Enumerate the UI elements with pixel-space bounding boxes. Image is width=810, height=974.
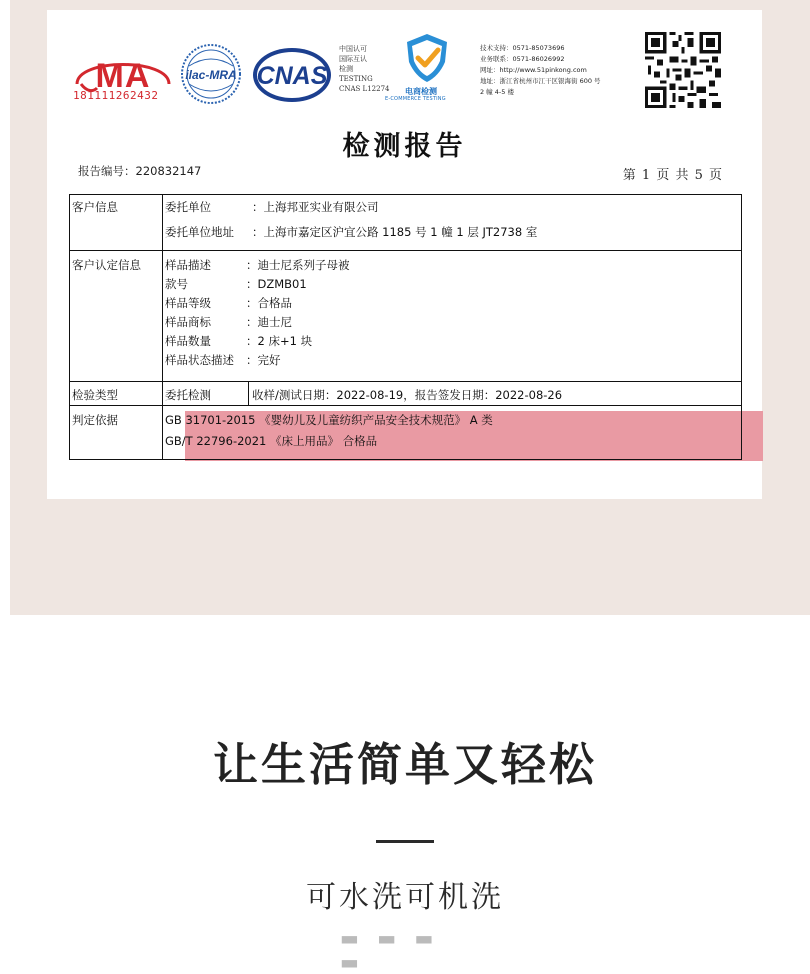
sample-row-value: ：合格品	[246, 296, 292, 310]
inspection-dates: 收样/测试日期：2022-08-19，报告签发日期：2022-08-26	[252, 388, 563, 402]
sample-row-value: ：DZMB01	[246, 277, 307, 291]
svg-text:CNAS: CNAS	[256, 62, 328, 90]
cnas-logo-icon	[251, 46, 333, 104]
sample-row-label: 样品等级	[165, 296, 211, 310]
contact-line: 地址：浙江省杭州市江干区银海街 600 号	[480, 77, 601, 85]
client-unit-value: ：上海邦亚实业有限公司	[252, 200, 379, 214]
inspection-type-value: 委托检测	[165, 388, 211, 402]
cnas-info-line: 检测	[339, 65, 353, 73]
client-addr-label: 委托单位地址	[165, 225, 234, 239]
contact-line: 2 幢 4-5 楼	[480, 88, 514, 96]
client-addr-value: ：上海市嘉定区沪宜公路 1185 号 1 幢 1 层 JT2738 室	[252, 225, 538, 239]
sample-row-label: 样品商标	[165, 315, 211, 329]
cnas-info-line: CNAS L12274	[339, 85, 390, 93]
cma-number: 181111262432	[73, 89, 159, 102]
confirm-label: 客户认定信息	[72, 258, 141, 272]
client-unit-label: 委托单位	[165, 200, 211, 214]
cnas-info	[339, 44, 389, 94]
page-indicator: 第 1 页 共 5 页	[622, 168, 723, 183]
contact-line: 技术支持：0571-85073696	[480, 44, 565, 52]
cnas-info-line: 国际互认	[339, 55, 367, 63]
cnas-info-line: TESTING	[339, 75, 373, 83]
client-info-label: 客户信息	[72, 200, 118, 214]
ilac-mra-logo-icon	[179, 42, 243, 106]
svg-text:MA: MA	[95, 57, 151, 95]
sample-row-label: 样品描述	[165, 258, 211, 272]
sample-row-label: 款号	[165, 277, 188, 291]
inspection-type-label: 检验类型	[72, 388, 118, 402]
cma-logo-icon	[73, 44, 173, 114]
basis-label: 判定依据	[72, 413, 118, 427]
ecommerce-label-en: E-COMMERCE TESTING	[385, 96, 446, 102]
sample-row-value: ：2 床+1 块	[246, 334, 313, 348]
sample-row-value: ：迪士尼	[246, 315, 292, 329]
ecommerce-shield-icon	[397, 28, 457, 88]
svg-text:ilac-MRA: ilac-MRA	[185, 68, 237, 82]
slogan-heading: 让生活简单又轻松	[212, 738, 597, 791]
section-divider	[376, 840, 434, 843]
ecommerce-label: 电商检测	[405, 87, 437, 96]
report-number: 报告编号：220832147	[78, 164, 202, 178]
qr-code-icon	[645, 32, 721, 108]
sample-row-label: 样品数量	[165, 334, 211, 348]
basis-line: GB 31701-2015 《婴幼儿及儿童纺织产品安全技术规范》 A 类	[165, 413, 493, 427]
feature-subtitle: 可水洗可机洗	[306, 880, 504, 915]
sample-row-value: ：迪士尼系列子母被	[246, 258, 350, 272]
contact-info	[480, 43, 601, 98]
sample-row-label: 样品状态描述	[165, 353, 234, 367]
test-report	[47, 10, 762, 499]
contact-line: 业务联系：0571-86026992	[480, 55, 565, 63]
report-title: 检测报告	[342, 131, 467, 162]
sample-row-value: ：完好	[246, 353, 281, 367]
cut-off-text: ▬ ▬ ▬ ▬	[340, 926, 440, 974]
report-table	[69, 194, 742, 460]
cnas-info-line: 中国认可	[339, 45, 367, 53]
contact-line: 网址：http://www.51pinkong.com	[480, 66, 587, 74]
basis-line: GB/T 22796-2021 《床上用品》 合格品	[165, 434, 378, 448]
